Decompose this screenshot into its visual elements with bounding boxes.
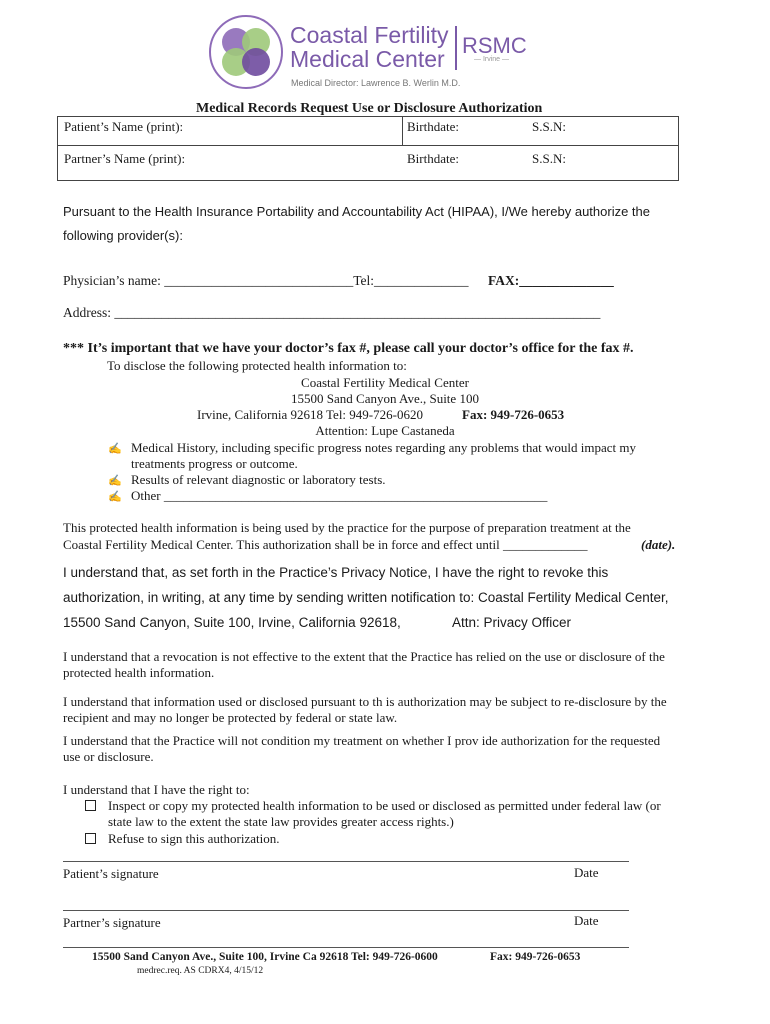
partner-name-field[interactable]: Partner’s Name (print): (64, 151, 186, 166)
disclose-attention: Attention: Lupe Castaneda (315, 423, 455, 438)
bullet-medical-history-cont: treatments progress or outcome. (131, 456, 298, 471)
partner-ssn-field[interactable]: S.S.N: (532, 151, 566, 166)
purpose-line2[interactable]: Coastal Fertility Medical Center. This authorization shall be in force and effect until _____________ (63, 537, 588, 552)
disclose-fax: Fax: 949-726-0653 (462, 407, 565, 422)
revoke-line1: I understand that, as set forth in the Practice’s Privacy Notice, I have the right to revoke this (63, 565, 609, 580)
refuse-sign-label: Refuse to sign this authorization. (108, 831, 280, 846)
understand-p2-line1: I understand that information used or disclosed pursuant to th is authorization may be subject to re-disclosure by the (63, 694, 667, 709)
table-row-divider (58, 145, 678, 146)
fax-notice: *** It’s important that we have your doctor’s fax #, please call your doctor’s office for the fax #. (63, 341, 634, 356)
logo-divider (455, 26, 457, 70)
address-field[interactable]: Address: ________________________________________________________________________ (63, 305, 601, 320)
table-col-divider (402, 117, 403, 145)
disclose-org: Coastal Fertility Medical Center (301, 375, 469, 390)
footer-address: 15500 Sand Canyon Ave., Suite 100, Irvine Ca 92618 Tel: 949-726-0600 (92, 951, 438, 963)
medical-director: Medical Director: Lawrence B. Werlin M.D. (291, 78, 461, 88)
patient-ssn-field[interactable]: S.S.N: (532, 119, 566, 134)
disclose-street: 15500 Sand Canyon Ave., Suite 100 (291, 391, 479, 406)
understand-p1-line2: protected health information. (63, 665, 215, 680)
writing-hand-icon: ✍ (108, 491, 122, 503)
bullet-other-field[interactable]: Other ___________________________________________________________ (131, 488, 548, 503)
patient-name-field[interactable]: Patient’s Name (print): (64, 119, 184, 134)
writing-hand-icon: ✍ (108, 443, 122, 455)
brand-name-line1: Coastal Fertility (290, 22, 449, 48)
understand-p3-line1: I understand that the Practice will not condition my treatment on whether I prov ide authorization for the requested (63, 733, 661, 748)
refuse-sign-checkbox[interactable] (85, 833, 96, 844)
physician-fax-field[interactable]: FAX:______________ (488, 273, 614, 288)
patient-birthdate-field[interactable]: Birthdate: (407, 119, 459, 134)
hipaa-intro-line1: Pursuant to the Health Insurance Portability and Accountability Act (HIPAA), I/We hereby authorize the (63, 204, 650, 219)
revoke-attn: Attn: Privacy Officer (452, 615, 572, 630)
partner-signature-label: Partner’s signature (63, 915, 161, 930)
patient-info-table (57, 116, 679, 181)
understand-p1-line1: I understand that a revocation is not effective to the extent that the Practice has relied on the use or disclosure of the (63, 649, 665, 664)
disclose-city-tel: Irvine, California 92618 Tel: 949-726-0620 (197, 407, 423, 422)
revoke-line3: 15500 Sand Canyon, Suite 100, Irvine, California 92618, (63, 615, 401, 630)
bullet-medical-history: Medical History, including specific progress notes regarding any problems that would impact my (131, 440, 636, 455)
disclose-intro: To disclose the following protected health information to: (107, 358, 407, 373)
patient-date-label: Date (574, 865, 599, 880)
form-code: medrec.req. AS CDRX4, 4/15/12 (137, 966, 264, 976)
physician-name-field[interactable]: Physician’s name: ____________________________Tel:______________ (63, 273, 469, 288)
purpose-line1: This protected health information is being used by the practice for the purpose of preparation treatment at the (63, 520, 631, 535)
brand-name-line2: Medical Center (290, 46, 445, 72)
writing-hand-icon: ✍ (108, 475, 122, 487)
partner-logo-subtitle: — Irvine — (474, 56, 510, 63)
partner-logo: RSMC (462, 33, 527, 58)
understand-p4: I understand that I have the right to: (63, 782, 250, 797)
inspect-copy-label-line2: state law to the extent the state law provides greater access rights.) (108, 814, 454, 829)
purpose-date-label: (date). (641, 537, 676, 552)
partner-signature-line[interactable] (63, 910, 629, 911)
inspect-copy-label-line1: Inspect or copy my protected health information to be used or disclosed as permitted under federal law (or (108, 798, 661, 813)
hipaa-intro-line2: following provider(s): (63, 228, 183, 243)
footer-rule (63, 947, 629, 948)
footer-fax: Fax: 949-726-0653 (490, 951, 581, 963)
bullet-test-results: Results of relevant diagnostic or laboratory tests. (131, 472, 386, 487)
partner-birthdate-field[interactable]: Birthdate: (407, 151, 459, 166)
partner-date-label: Date (574, 913, 599, 928)
revoke-line2: authorization, in writing, at any time by sending written notification to: Coastal Fertility Medical Center, (63, 590, 669, 605)
understand-p3-line2: use or disclosure. (63, 749, 154, 764)
understand-p2-line2: recipient and may no longer be protected by federal or state law. (63, 710, 398, 725)
inspect-copy-checkbox[interactable] (85, 800, 96, 811)
patient-signature-label: Patient’s signature (63, 866, 159, 881)
patient-signature-line[interactable] (63, 861, 629, 862)
clinic-logo-icon (208, 14, 284, 90)
form-title: Medical Records Request Use or Disclosure Authorization (196, 101, 543, 116)
